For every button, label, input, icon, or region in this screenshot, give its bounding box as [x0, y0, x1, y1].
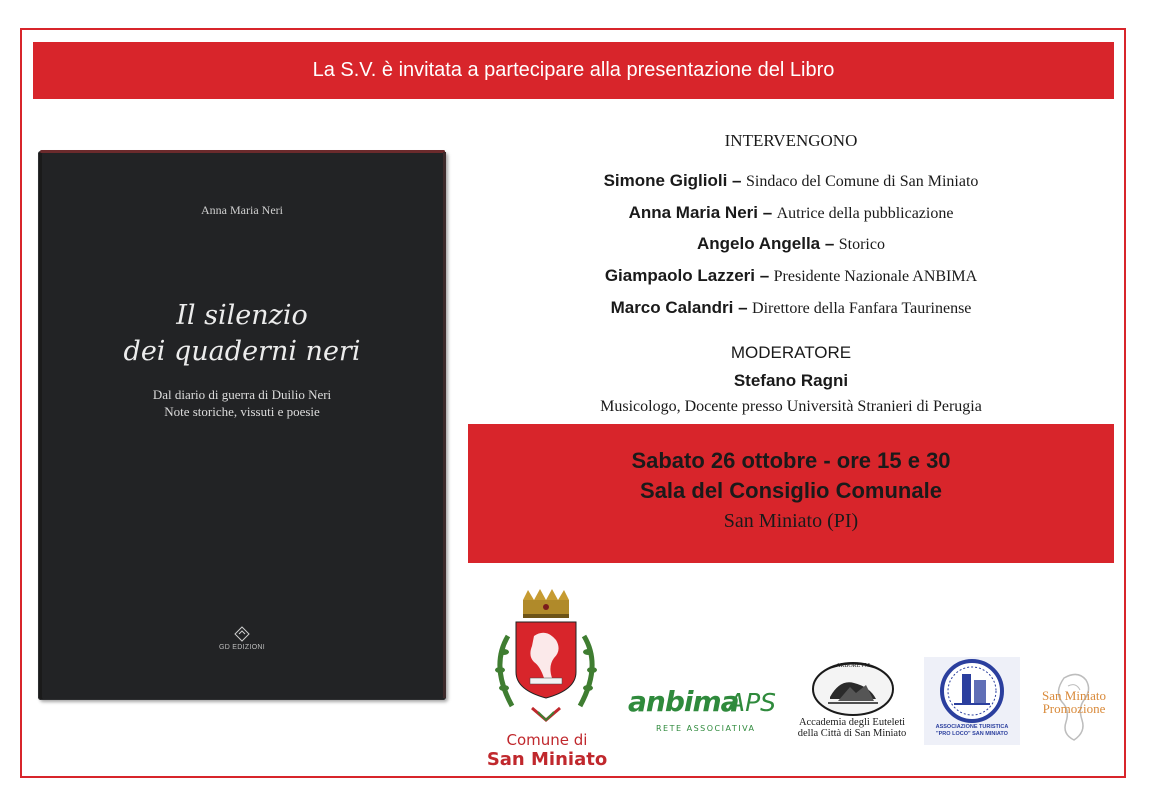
comune-name-line: San Miniato [486, 749, 608, 770]
anbima-logo-subtitle: RETE ASSOCIATIVA [656, 724, 756, 733]
speaker-role: Storico [838, 236, 885, 253]
accademia-banner: ARBOREVM [835, 663, 871, 669]
book-title-line: dei quaderni neri [123, 336, 361, 367]
book-cover [38, 151, 446, 700]
book-publisher: GD EDIZIONI [218, 644, 266, 651]
moderator-name: Stefano Ragni [733, 371, 849, 390]
promozione-name-line: Promozione [1042, 701, 1106, 716]
anbima-logo-word: anbima [628, 685, 739, 718]
speaker-row [468, 266, 1114, 286]
crown-icon [523, 589, 569, 618]
speaker-role: Presidente Nazionale ANBIMA [773, 268, 978, 285]
moderator-role: Musicologo, Docente presso Università Stranieri di Perugia [600, 398, 982, 415]
speaker-role: Sindaco del Comune di San Miniato [745, 173, 979, 190]
speaker-name: Simone Giglioli – [603, 171, 742, 190]
speaker-row [468, 171, 1114, 191]
speakers-heading: INTERVENGONO [724, 131, 858, 150]
moderator-heading: MODERATORE [730, 343, 852, 362]
event-date: Sabato 26 ottobre - ore 15 e 30 [631, 448, 951, 473]
speaker-name: Giampaolo Lazzeri – [604, 266, 770, 285]
invitation-header [33, 42, 1114, 99]
event-venue: Sala del Consiglio Comunale [640, 478, 942, 503]
speaker-row [468, 234, 1114, 254]
speaker-name: Marco Calandri – [610, 298, 748, 317]
comune-name-line: Comune di [506, 731, 588, 749]
event-city: San Miniato (PI) [723, 510, 859, 532]
speaker-row [468, 203, 1114, 223]
proloco-name [922, 724, 1022, 738]
anbima-logo-suffix: APS [728, 688, 777, 717]
accademia-name-line: della Città di San Miniato [797, 728, 907, 739]
book-subtitle [38, 386, 446, 420]
accademia-emblem-icon [810, 657, 896, 717]
speaker-row [468, 298, 1114, 318]
book-title [38, 298, 446, 370]
book-subtitle-line: Note storiche, vissuti e poesie [164, 404, 320, 419]
proloco-emblem-icon [932, 658, 1012, 724]
book-title-line: Il silenzio [176, 300, 308, 331]
speaker-name: Anna Maria Neri – [628, 203, 773, 222]
speaker-role: Autrice della pubblicazione [776, 205, 954, 222]
promozione-name [1026, 689, 1122, 715]
accademia-name-line: Accademia degli Euteleti [798, 717, 906, 728]
promozione-name-line: San Miniato [1042, 688, 1106, 703]
comune-coat-of-arms-icon [482, 586, 610, 726]
proloco-name-line: ASSOCIAZIONE TURISTICA [935, 724, 1009, 730]
book-subtitle-line: Dal diario di guerra di Duilio Neri [152, 387, 332, 402]
book-author: Anna Maria Neri [201, 203, 283, 217]
proloco-name-line: "PRO LOCO" SAN MINIATO [936, 731, 1008, 737]
speaker-name: Angelo Angella – [697, 234, 835, 253]
event-details-band [468, 424, 1114, 563]
book-cover-spine-edge [443, 152, 446, 698]
book-cover-edge [40, 150, 445, 153]
accademia-name [786, 717, 918, 739]
invitation-header-text: La S.V. è invitata a partecipare alla presentazione del Libro [312, 59, 835, 81]
publisher-mark-icon [234, 626, 250, 642]
speaker-role: Direttore della Fanfara Taurinense [752, 300, 972, 317]
